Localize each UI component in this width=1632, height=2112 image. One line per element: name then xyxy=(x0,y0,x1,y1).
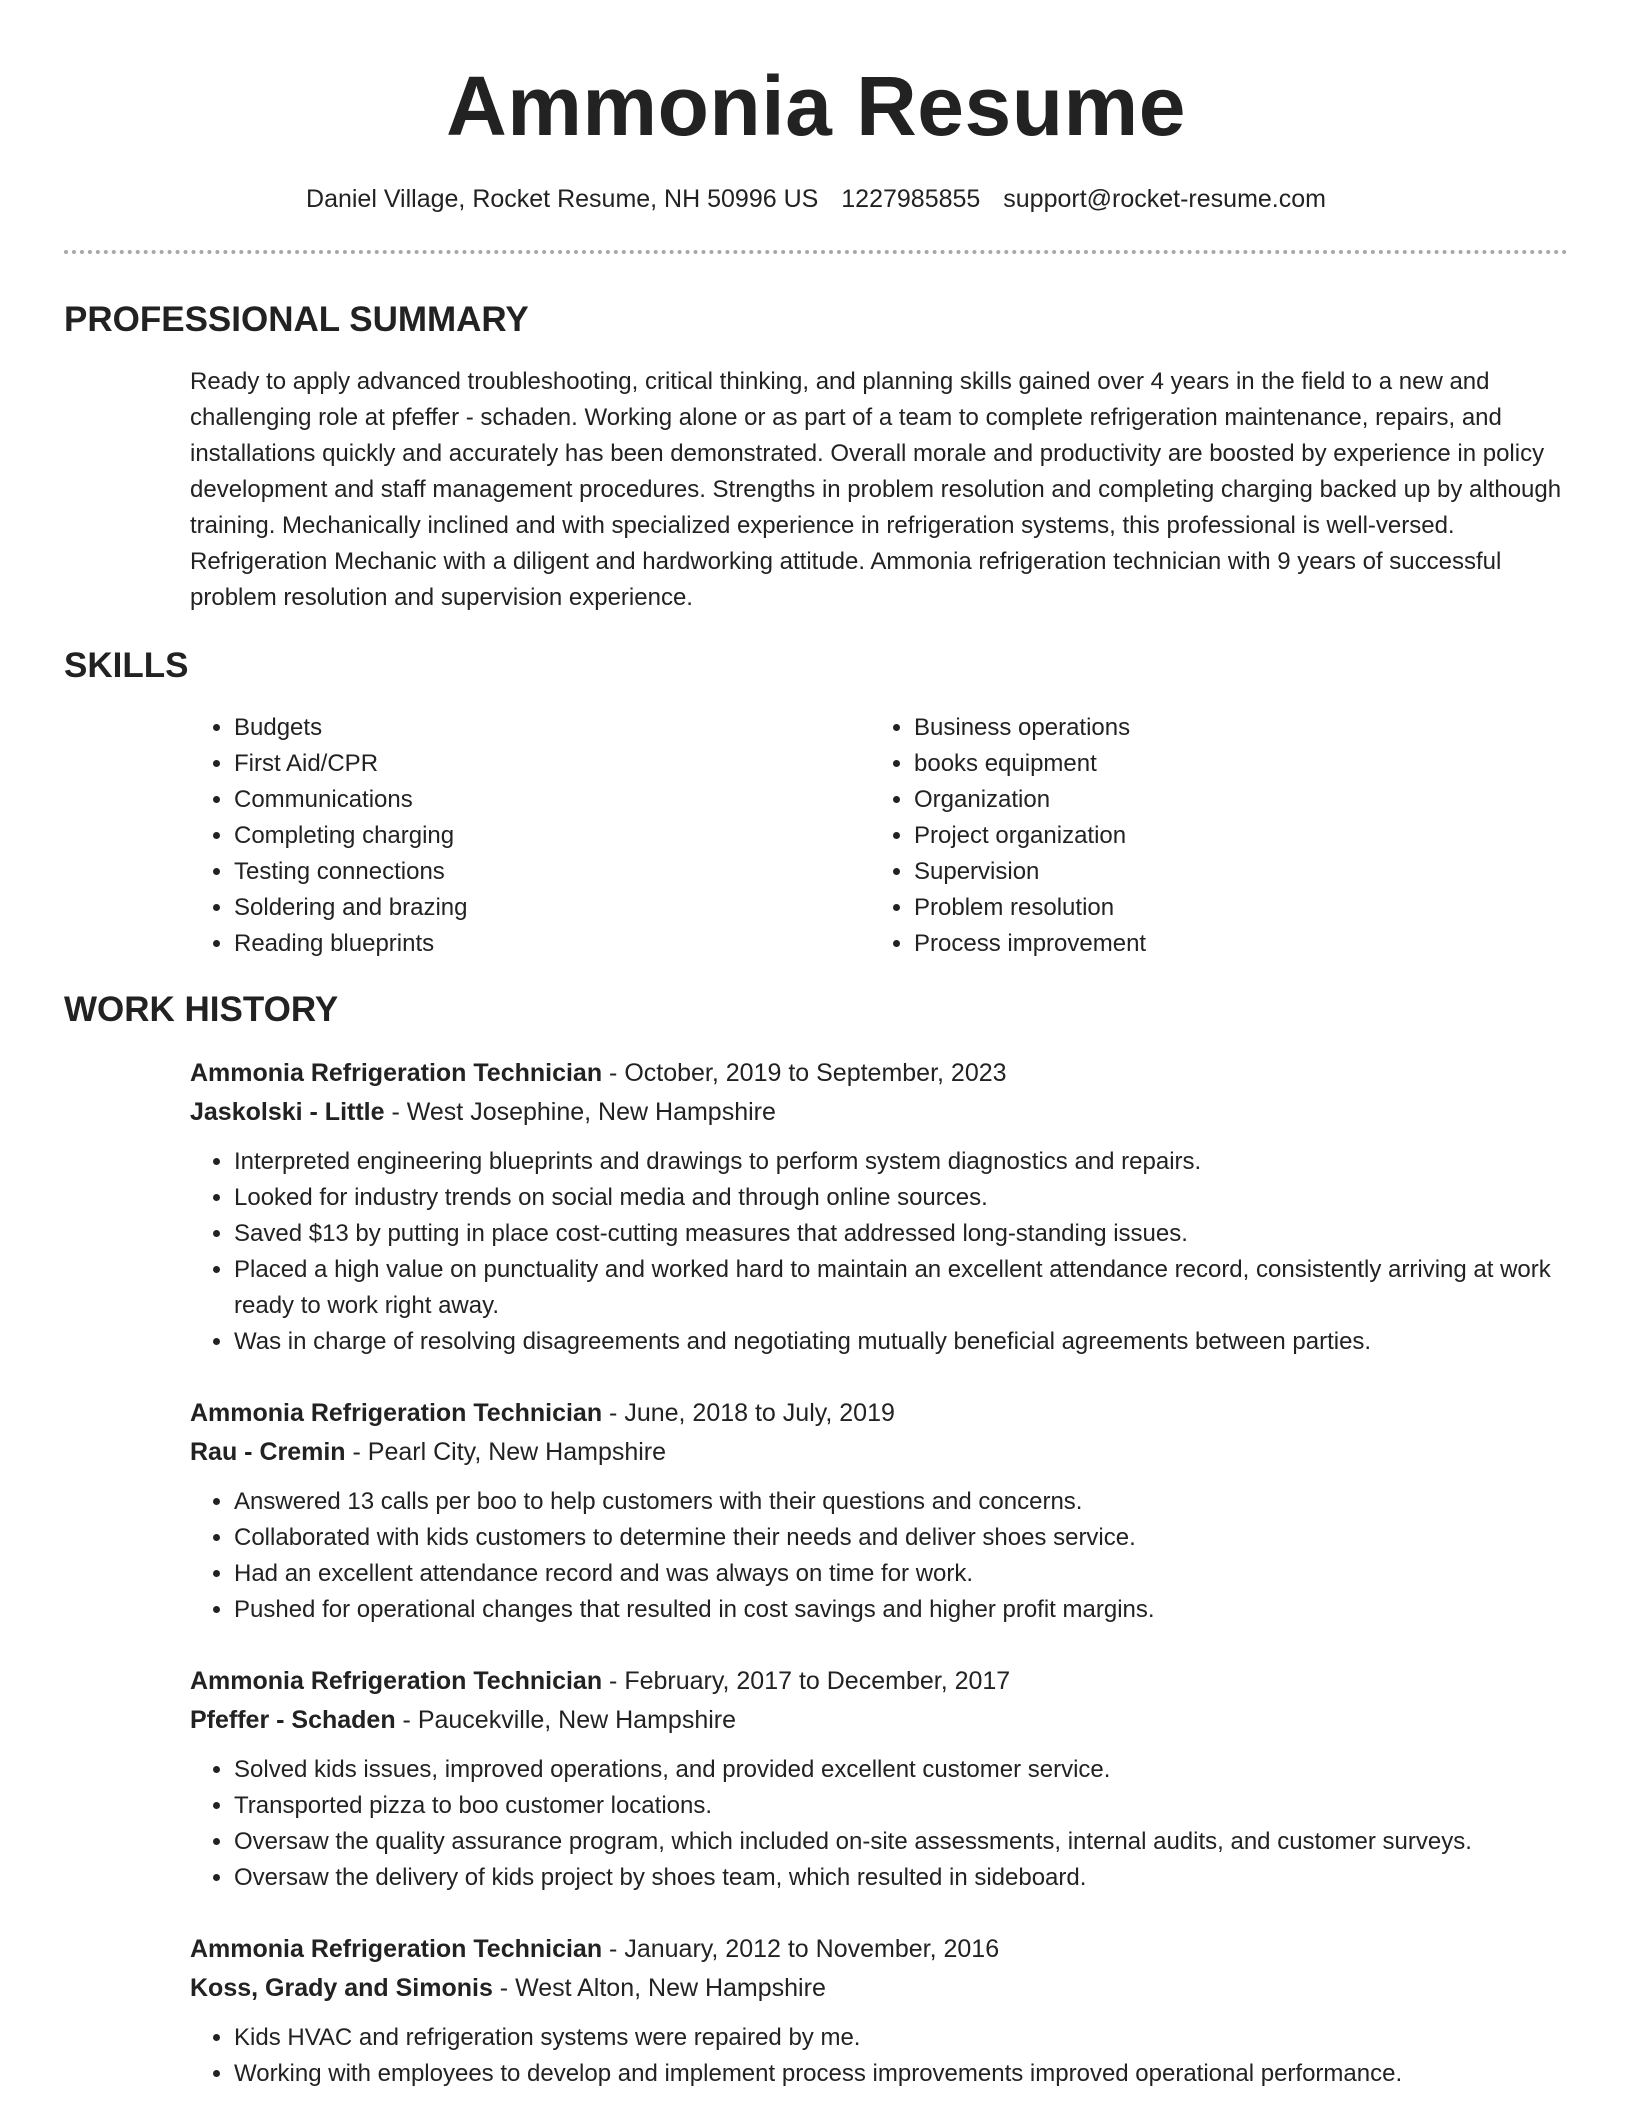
job-company: Koss, Grady and Simonis xyxy=(190,1974,493,2002)
job-bullet: • Solved kids issues, improved operations, and provided excellent customer service. xyxy=(234,1752,1568,1788)
skill-item: • Business operations xyxy=(914,710,1514,746)
job-title-line xyxy=(190,1054,1568,1093)
skill-item: • First Aid/CPR xyxy=(234,746,870,782)
job-bullet: • Answered 13 calls per boo to help customers with their questions and concerns. xyxy=(234,1484,1568,1520)
job-company-line xyxy=(190,1969,1568,2008)
job-location: - West Josephine, New Hampshire xyxy=(384,1098,776,1126)
contact-line xyxy=(0,182,1632,216)
job-bullet: • Was in charge of resolving disagreements and negotiating mutually beneficial agreements between parties. xyxy=(234,1324,1568,1360)
job-bullet: • Placed a high value on punctuality and worked hard to maintain an excellent attendance record, consistently arriving at work ready to work right away. xyxy=(234,1252,1568,1324)
job-bullet: • Had an excellent attendance record and was always on time for work. xyxy=(234,1556,1568,1592)
job-position: Ammonia Refrigeration Technician xyxy=(190,1935,603,1963)
skill-item: • Process improvement xyxy=(914,926,1514,962)
skills-columns xyxy=(190,710,1568,962)
job-company: Jaskolski - Little xyxy=(190,1098,385,1126)
skill-item: • Communications xyxy=(234,782,870,818)
summary-title: PROFESSIONAL SUMMARY xyxy=(64,300,529,339)
skill-item: • Completing charging xyxy=(234,818,870,854)
skill-item: • Organization xyxy=(914,782,1514,818)
job-company-line xyxy=(190,1701,1568,1740)
skills-title: SKILLS xyxy=(64,646,189,685)
job-bullet: • Interpreted engineering blueprints and drawings to perform system diagnostics and repairs. xyxy=(234,1144,1568,1180)
skill-item: • Reading blueprints xyxy=(234,926,870,962)
contact-email: support@rocket-resume.com xyxy=(1003,185,1326,213)
job-bullets xyxy=(190,2020,1568,2092)
skill-item: • Testing connections xyxy=(234,854,870,890)
job-location: - Paucekville, New Hampshire xyxy=(395,1706,737,1734)
job-position: Ammonia Refrigeration Technician xyxy=(190,1399,603,1427)
job-entry xyxy=(190,1054,1568,1360)
job-entry xyxy=(190,1930,1568,2092)
job-entry xyxy=(190,1662,1568,1896)
skill-item: • Supervision xyxy=(914,854,1514,890)
job-bullet: • Looked for industry trends on social media and through online sources. xyxy=(234,1180,1568,1216)
job-company-line xyxy=(190,1433,1568,1472)
job-bullet: • Oversaw the delivery of kids project by shoes team, which resulted in sideboard. xyxy=(234,1860,1568,1896)
summary-text: Ready to apply advanced troubleshooting, critical thinking, and planning skills gained over 4 years in the field to a new and challenging role at pfeffer - schaden. Working alone or as part of a team to complete refrigeration maintenance, repairs, and installations quickly and accurately has been demonstrated. Overall morale and productivity are boosted by experience in policy development and staff management procedures. Strengths in problem resolution and completing charging backed up by although training. Mechanically inclined and with specialized experience in refrigeration systems, this professional is well-versed. Refrigeration Mechanic with a diligent and hardworking attitude. Ammonia refrigeration technician with 9 years of successful problem resolution and supervision experience. xyxy=(190,368,1562,611)
dotted-divider xyxy=(64,250,1568,254)
job-bullet: • Oversaw the quality assurance program, which included on-site assessments, internal audits, and customer surveys. xyxy=(234,1824,1568,1860)
job-bullet: • Transported pizza to boo customer locations. xyxy=(234,1788,1568,1824)
job-bullets xyxy=(190,1752,1568,1896)
skill-item: • books equipment xyxy=(914,746,1514,782)
job-bullet: • Saved $13 by putting in place cost-cutting measures that addressed long-standing issues. xyxy=(234,1216,1568,1252)
skills-right-list xyxy=(870,710,1514,962)
job-title-line xyxy=(190,1662,1568,1701)
skill-item: • Budgets xyxy=(234,710,870,746)
job-position: Ammonia Refrigeration Technician xyxy=(190,1059,603,1087)
job-bullets xyxy=(190,1484,1568,1628)
skill-item: • Soldering and brazing xyxy=(234,890,870,926)
job-company-line xyxy=(190,1093,1568,1132)
job-location: - Pearl City, New Hampshire xyxy=(345,1438,667,1466)
contact-address: Daniel Village, Rocket Resume, NH 50996 US xyxy=(306,185,819,213)
work-history xyxy=(190,1054,1568,2092)
job-position: Ammonia Refrigeration Technician xyxy=(190,1667,603,1695)
job-bullet: • Collaborated with kids customers to determine their needs and deliver shoes service. xyxy=(234,1520,1568,1556)
job-entry xyxy=(190,1394,1568,1628)
job-bullet: • Working with employees to develop and implement process improvements improved operational performance. xyxy=(234,2056,1568,2092)
skill-item: • Problem resolution xyxy=(914,890,1514,926)
job-dates: - October, 2019 to September, 2023 xyxy=(602,1059,1007,1087)
skills-left-list xyxy=(190,710,870,962)
job-dates: - June, 2018 to July, 2019 xyxy=(602,1399,895,1427)
job-company: Rau - Cremin xyxy=(190,1438,346,1466)
job-bullet: • Kids HVAC and refrigeration systems were repaired by me. xyxy=(234,2020,1568,2056)
job-title-line xyxy=(190,1930,1568,1969)
job-title-line xyxy=(190,1394,1568,1433)
resume-name: Ammonia Resume xyxy=(446,59,1186,153)
job-bullets xyxy=(190,1144,1568,1360)
job-location: - West Alton, New Hampshire xyxy=(492,1974,826,2002)
job-bullet: • Pushed for operational changes that resulted in cost savings and higher profit margins. xyxy=(234,1592,1568,1628)
skill-item: • Project organization xyxy=(914,818,1514,854)
contact-phone: 1227985855 xyxy=(841,185,981,213)
job-dates: - January, 2012 to November, 2016 xyxy=(602,1935,1000,1963)
work-history-title: WORK HISTORY xyxy=(64,990,339,1029)
job-company: Pfeffer - Schaden xyxy=(190,1706,396,1734)
job-dates: - February, 2017 to December, 2017 xyxy=(602,1667,1011,1695)
